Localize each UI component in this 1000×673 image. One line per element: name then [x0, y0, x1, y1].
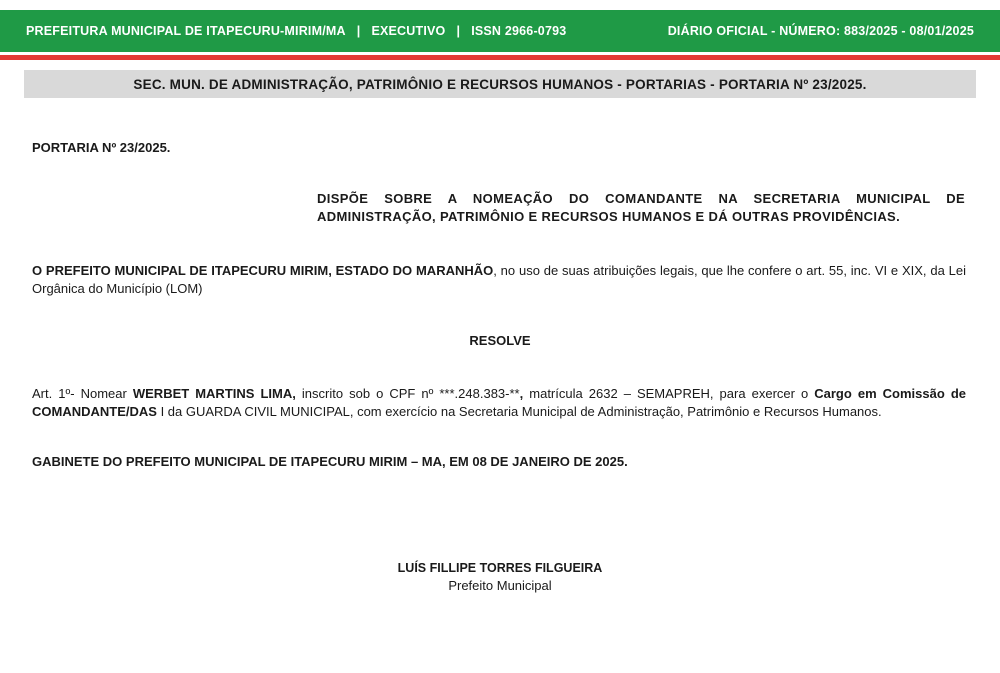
preamble-bold: O PREFEITO MUNICIPAL DE ITAPECURU MIRIM, ESTADO DO MARANHÃO	[32, 263, 494, 278]
portaria-number: PORTARIA Nº 23/2025.	[32, 140, 171, 155]
art1-prefix: Art. 1º- Nomear	[32, 386, 133, 401]
header-poder: EXECUTIVO	[371, 24, 446, 38]
art1-rest: I da GUARDA CIVIL MUNICIPAL, com exercício na Secretaria Municipal de Administração, Patrimônio e Recursos Humanos.	[156, 404, 882, 419]
header-separator: |	[456, 24, 461, 38]
gabinete-line: GABINETE DO PREFEITO MUNICIPAL DE ITAPECURU MIRIM – MA, EM 08 DE JANEIRO DE 2025.	[32, 454, 628, 469]
header-bar	[0, 10, 1000, 52]
signature-name: LUÍS FILLIPE TORRES FILGUEIRA	[397, 561, 603, 575]
preamble	[32, 262, 966, 298]
header-prefeitura: PREFEITURA MUNICIPAL DE ITAPECURU-MIRIM/MA	[26, 24, 346, 38]
preamble-text: , no uso de suas atribuições legais, que lhe confere o art. 55, inc. VI e XIX, da Lei Orgânica do Município (LOM)	[32, 263, 966, 296]
section-title: SEC. MUN. DE ADMINISTRAÇÃO, PATRIMÔNIO E RECURSOS HUMANOS - PORTARIAS - PORTARIA Nº 23/2025.	[24, 70, 976, 98]
header-left	[26, 24, 566, 38]
art1-matricula: matrícula 2632 – SEMAPREH, para exercer o	[523, 386, 815, 401]
art1-cpf: inscrito sob o CPF nº ***.248.383-**	[295, 386, 520, 401]
art1-comma: ,	[519, 386, 524, 401]
art1-name: WERBET MARTINS LIMA,	[132, 386, 296, 401]
resolve-heading: RESOLVE	[469, 333, 531, 348]
signature-role: Prefeito Municipal	[448, 578, 552, 593]
header-issn: ISSN 2966-0793	[471, 24, 567, 38]
ementa: DISPÕE SOBRE A NOMEAÇÃO DO COMANDANTE NA SECRETARIA MUNICIPAL DE ADMINISTRAÇÃO, PATRIMÔNIO E RECURSOS HUMANOS E DÁ OUTRAS PROVIDÊNCIAS.	[317, 191, 965, 224]
header-separator: |	[356, 24, 361, 38]
header-red-line	[0, 55, 1000, 60]
header-diario: DIÁRIO OFICIAL - NÚMERO: 883/2025 - 08/01/2025	[667, 24, 974, 38]
article-1	[32, 385, 966, 421]
art1-cargo: Cargo em Comissão de COMANDANTE/DAS	[32, 386, 966, 419]
